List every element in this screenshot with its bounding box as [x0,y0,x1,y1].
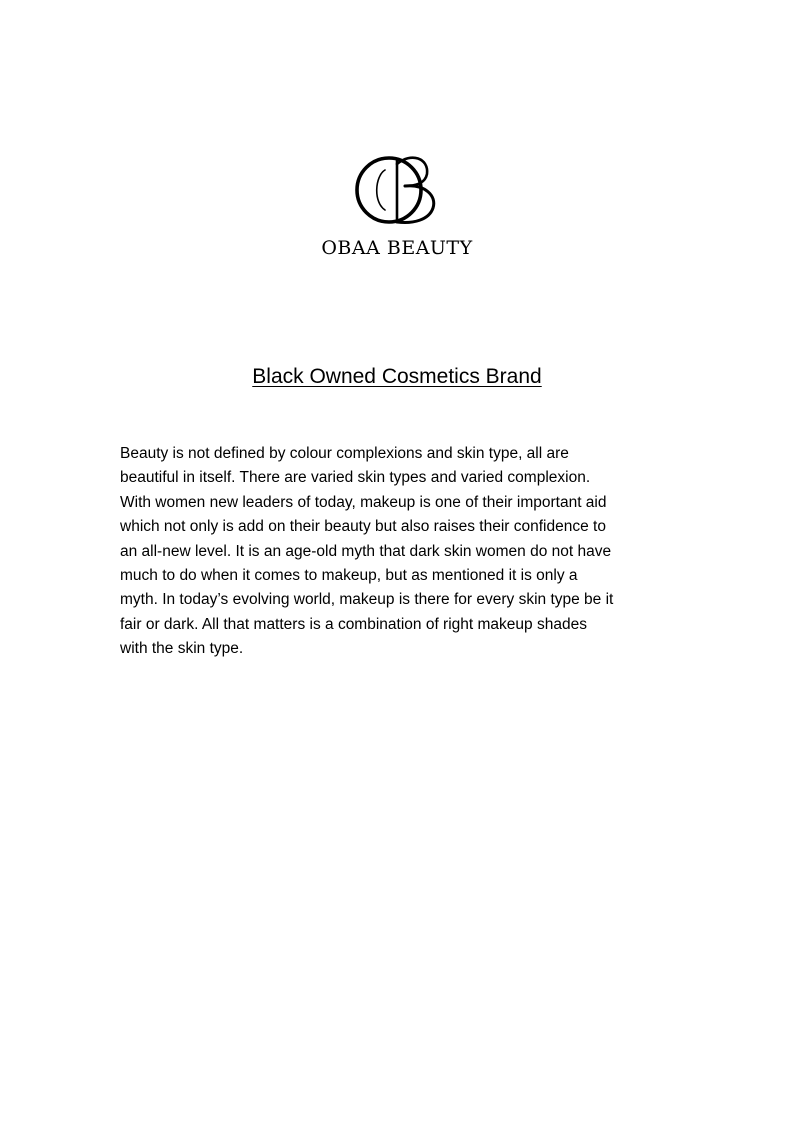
paragraph-line: Beauty is not defined by colour complexions and skin type, all are [120,445,569,462]
brand-name: OBAA BEAUTY [321,237,473,259]
paragraph-line: which not only is add on their beauty but also raises their confidence to [120,518,606,536]
monogram-o-ring [357,158,421,222]
ob-monogram-svg [355,150,439,230]
monogram-inner-curve [377,170,385,210]
paragraph-line: an all-new level. It is an age-old myth that dark skin women do not have [120,542,612,560]
monogram-b-lower-bowl [397,186,434,223]
ob-monogram-icon [355,150,439,230]
page-heading: Black Owned Cosmetics Brand [252,365,542,388]
monogram-b-upper-bowl [397,158,427,186]
paragraph-line: much to do when it comes to makeup, but as mentioned it is only a [120,567,578,585]
paragraph-line: with the skin type. [120,640,244,658]
paragraph-line: fair or dark. All that matters is a combination of right makeup shades [120,615,587,633]
body-paragraph [120,442,680,662]
paragraph-line: myth. In today’s evolving world, makeup is there for every skin type be it [120,591,614,609]
paragraph-line: With women new leaders of today, makeup is one of their important aid [120,493,607,511]
paragraph-line: beautiful in itself. There are varied skin types and varied complexion. [120,469,591,487]
